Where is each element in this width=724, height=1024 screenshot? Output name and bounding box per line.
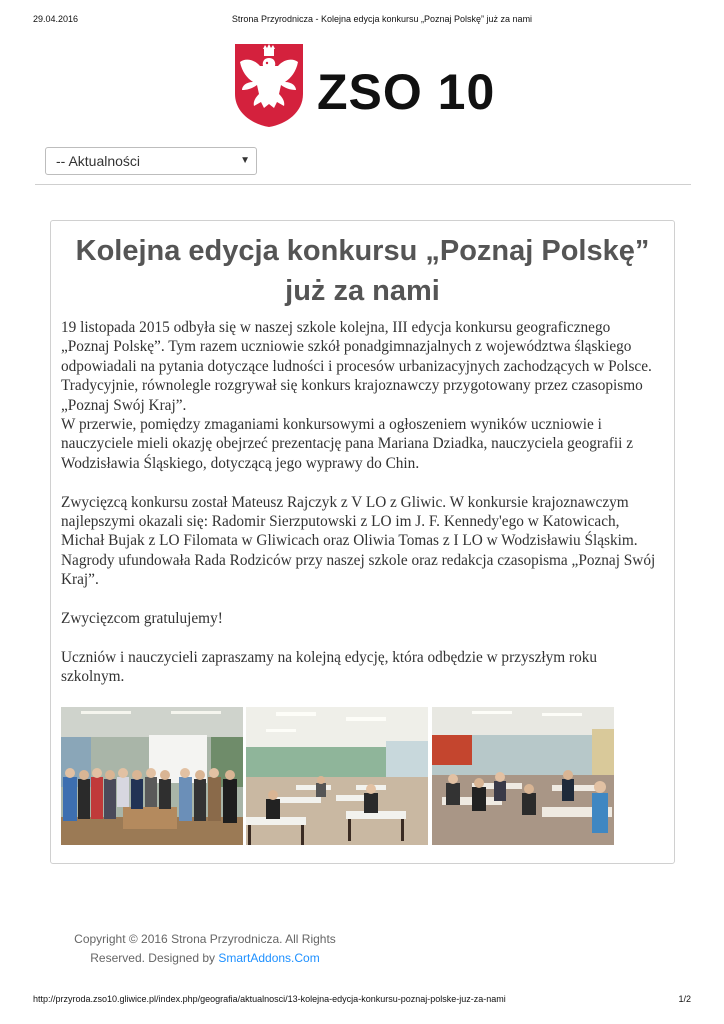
print-url: http://przyroda.zso10.gliwice.pl/index.php/geografia/aktualnosci/13-kolejna-edycja-konkursu-poznaj-polske-juz-za-nami (33, 994, 506, 1004)
article-paragraph: W przerwie, pomiędzy zmaganiami konkursowymi a ogłoszeniem wyników uczniowie i nauczyciele mieli okazję obejrzeć prezentację pana Mariana Dziadka, nauczyciela geografii z Wodzisławia Śląskiego, dotyczącą jego wyprawy do Chin. (61, 416, 634, 472)
site-logo[interactable] (233, 42, 503, 130)
category-select[interactable] (45, 147, 257, 175)
photo-gallery (61, 707, 621, 845)
copyright-text: Copyright © 2016 Strona Przyrodnicza. All Rights Reserved. Designed by (74, 932, 336, 965)
gallery-photo-1[interactable] (61, 707, 243, 845)
site-footer (70, 930, 340, 968)
article-title: Kolejna edycja konkursu „Poznaj Polskę” już za nami (75, 235, 650, 307)
article-body (61, 318, 662, 706)
article-paragraph: 19 listopada 2015 odbyła się w naszej szkole kolejna, III edycja konkursu geograficznego „Poznaj Polskę”. Tym razem uczniowie szkół ponadgimnazjalnych z województwa śląskiego odpowiadali na pytania dotyczące ludności i procesów urbanizacyjnych zachodzących w Polsce. Tradycyjnie, równolegle rozgrywał się konkurs krajoznawczy przygotowany przez czasopismo „Poznaj Swój Kraj”. (61, 319, 652, 414)
article-paragraph: Zwycięzcą konkursu został Mateusz Rajczyk z V LO z Gliwic. W konkursie krajoznawczym najlepszymi okazali się: Radomir Sierzputowski z LO im J. F. Kennedy'ego w Katowicach, Michał Bujak z LO Filomata w Gliwicach oraz Oliwia Tomas z I LO w Wodzisławiu Śląskim. Nagrody ufundowała Rada Rodziców przy naszej szkole oraz redakcja czasopisma „Poznaj Swój Kraj”. (61, 493, 656, 589)
designer-link[interactable]: SmartAddons.Com (218, 951, 320, 965)
print-header (33, 14, 691, 28)
article-card (50, 220, 675, 864)
article-paragraph: Uczniów i nauczycieli zapraszamy na kolejną edycję, która odbędzie w przyszłym roku szkolnym. (61, 648, 598, 686)
page-number: 1/2 (678, 994, 691, 1004)
print-title: Strona Przyrodnicza - Kolejna edycja konkursu „Poznaj Polskę” już za nami (231, 14, 533, 24)
print-footer (33, 994, 691, 1006)
article-paragraph: Zwycięzcom gratulujemy! (61, 610, 223, 628)
gallery-photo-2[interactable] (246, 707, 428, 845)
gallery-photo-3[interactable] (432, 707, 614, 845)
category-select-value: -- Aktualności (56, 153, 141, 169)
divider (35, 184, 691, 185)
polish-eagle-crest-icon (233, 42, 305, 128)
logo-text: ZSO 10 (317, 64, 496, 120)
print-date: 29.04.2016 (33, 14, 79, 24)
chevron-down-icon: ▼ (240, 155, 250, 166)
